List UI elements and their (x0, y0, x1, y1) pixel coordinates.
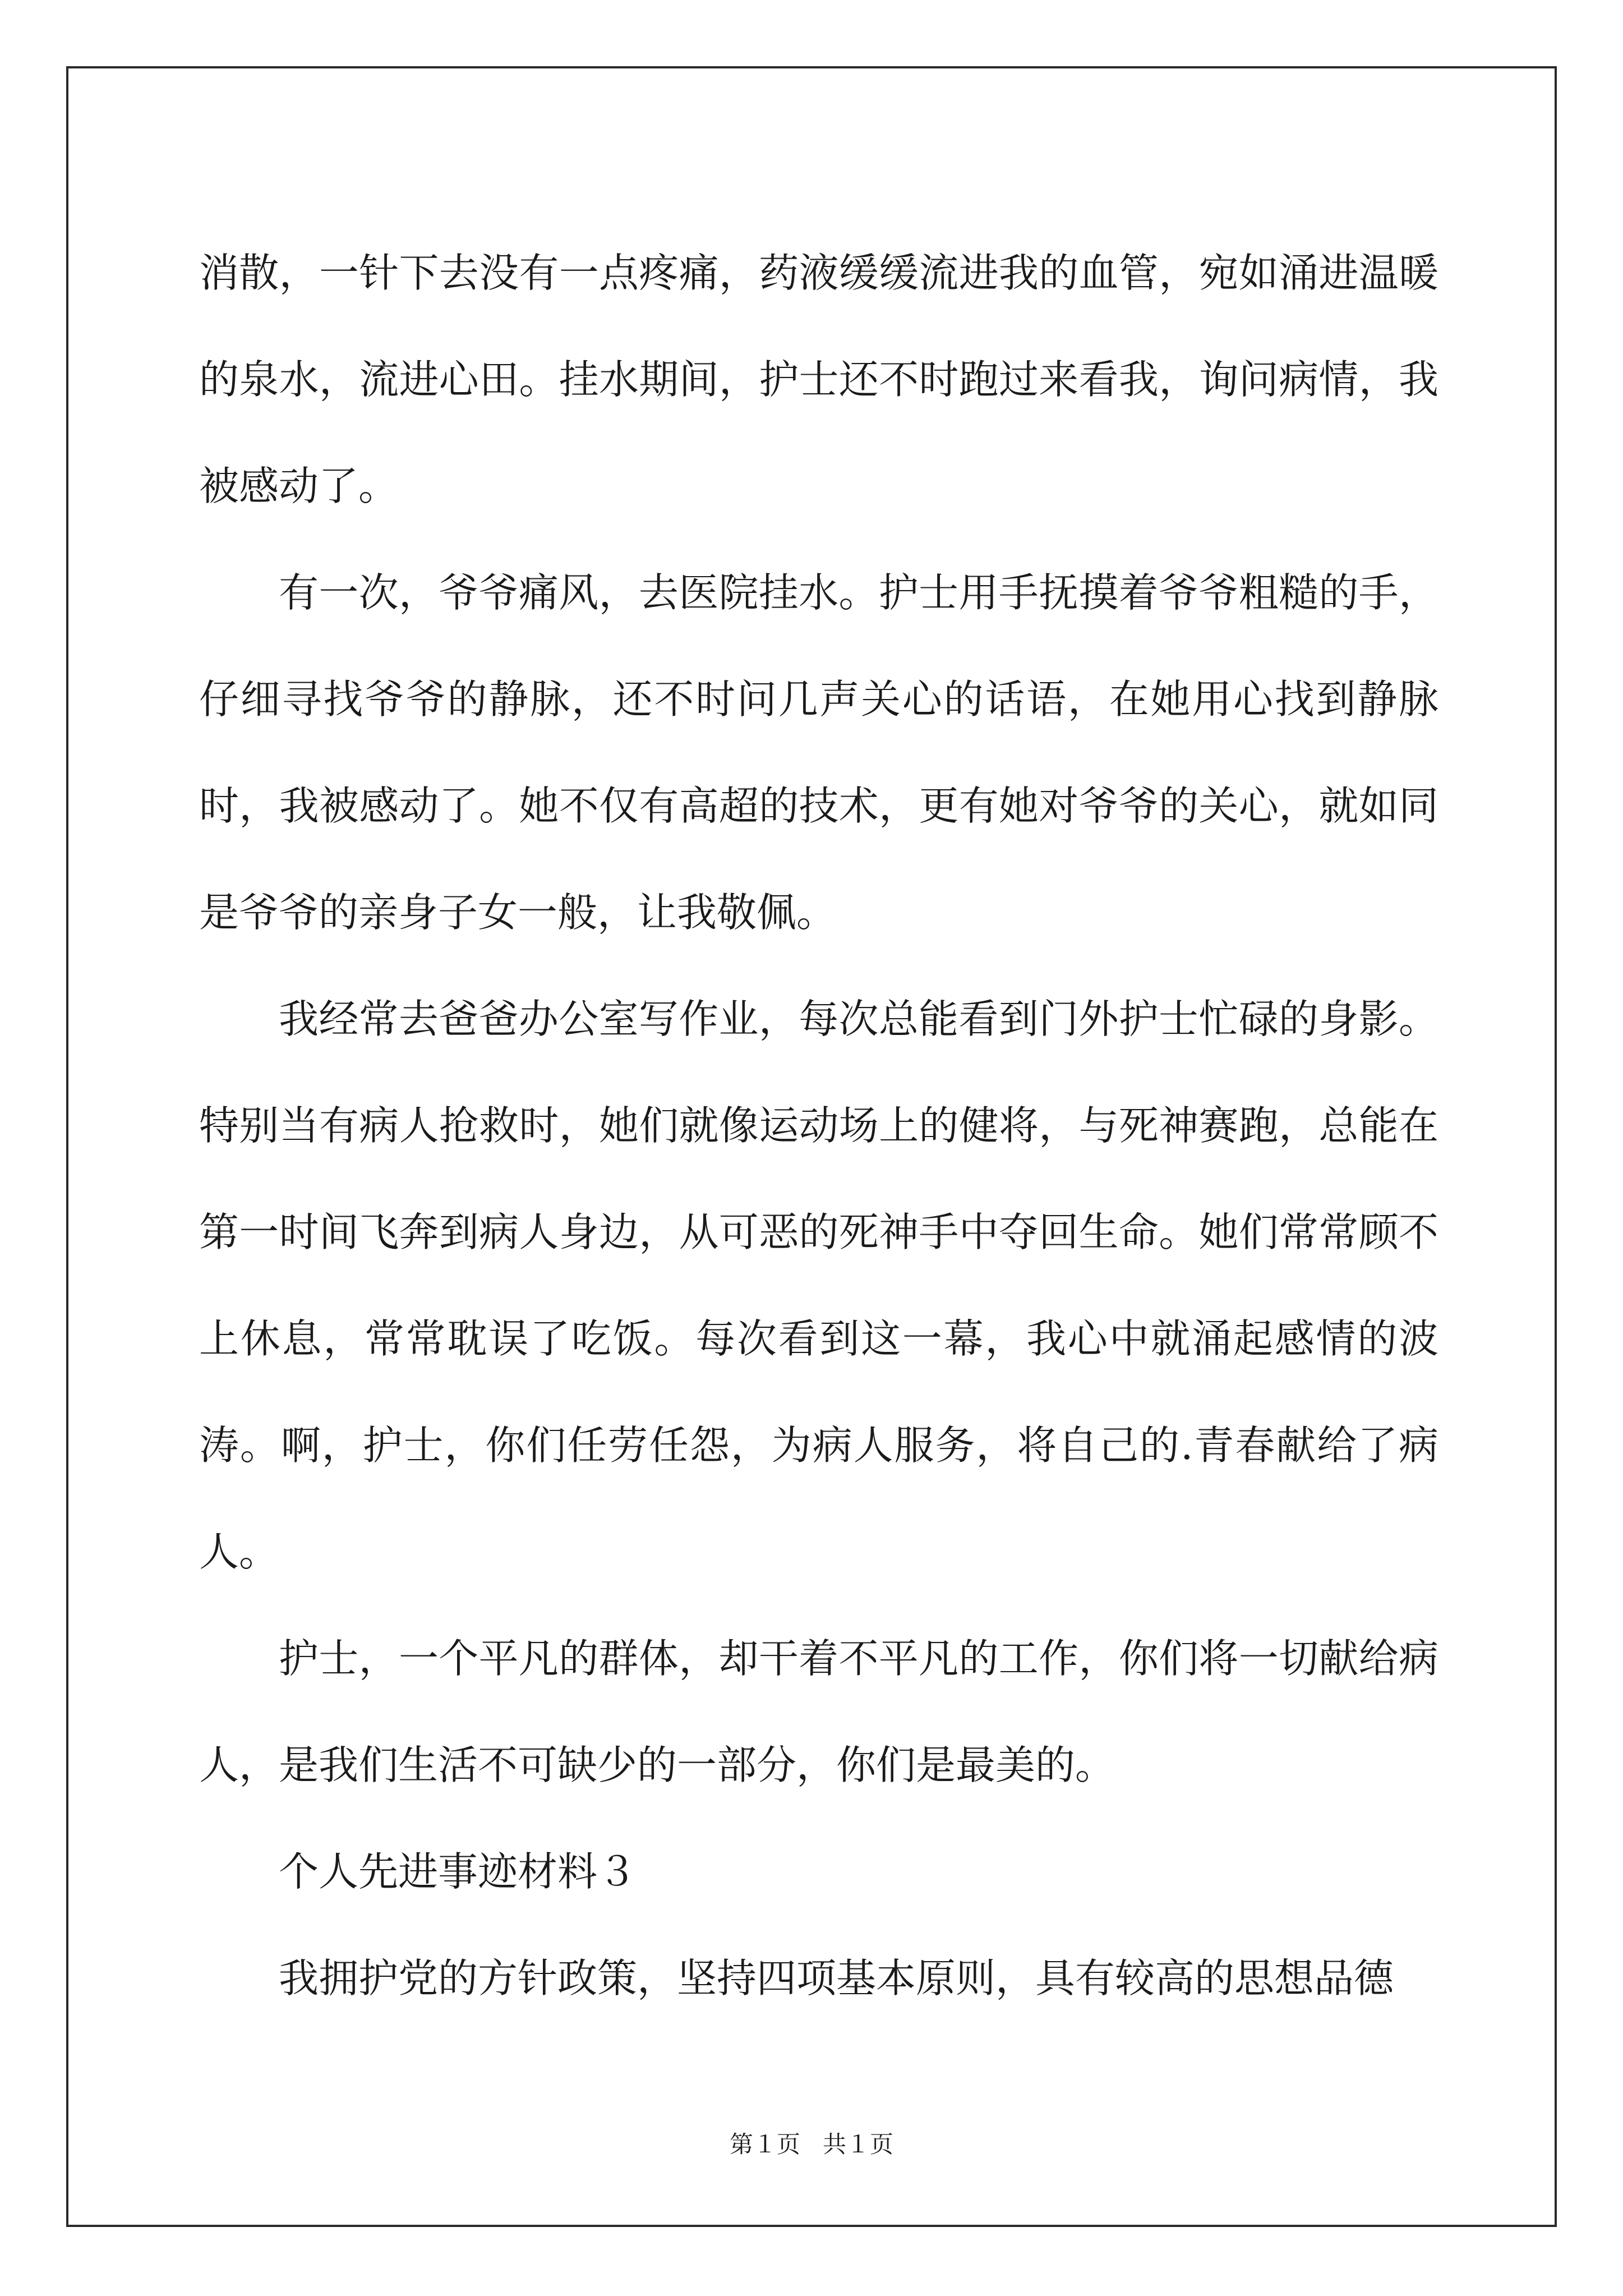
page-total: 共１页 (823, 2131, 894, 2158)
page-number: 第１页 (729, 2131, 800, 2158)
document-body (199, 220, 1438, 2032)
paragraph: 护士，一个平凡的群体，却干着不平凡的工作，你们将一切献给病人，是我们生活不可缺少的一部分，你们是最美的。 (199, 1635, 1438, 1788)
section-heading: 个人先进事迹材料３ (279, 1848, 638, 1895)
paragraph: 消散，一针下去没有一点疼痛，药液缓缓流进我的血管，宛如涌进温暖的泉水，流进心田。挂水期间，护士还不时跑过来看我，询问病情，我被感动了。 (199, 250, 1438, 509)
paragraph: 我经常去爸爸办公室写作业，每次总能看到门外护士忙碌的身影。特别当有病人抢救时，她们就像运动场上的健将，与死神赛跑，总能在第一时间飞奔到病人身边，从可恶的死神手中夺回生命。她们常常顾不上休息，常常耽误了吃饭。每次看到这一幕，我心中就涌起感情的波涛。啊，护士，你们任劳任怨，为病人服务，将自己的.青春献给了病人。 (199, 996, 1438, 1575)
paragraph: 我拥护党的方针政策，坚持四项基本原则，具有较高的思想品德 (279, 1955, 1394, 2001)
page-footer (0, 2126, 1623, 2160)
paragraph: 有一次，爷爷痛风，去医院挂水。护士用手抚摸着爷爷粗糙的手，仔细寻找爷爷的静脉，还不时问几声关心的话语，在她用心找到静脉时，我被感动了。她不仅有高超的技术，更有她对爷爷的关心，就如同是爷爷的亲身子女一般，让我敬佩。 (199, 569, 1438, 936)
